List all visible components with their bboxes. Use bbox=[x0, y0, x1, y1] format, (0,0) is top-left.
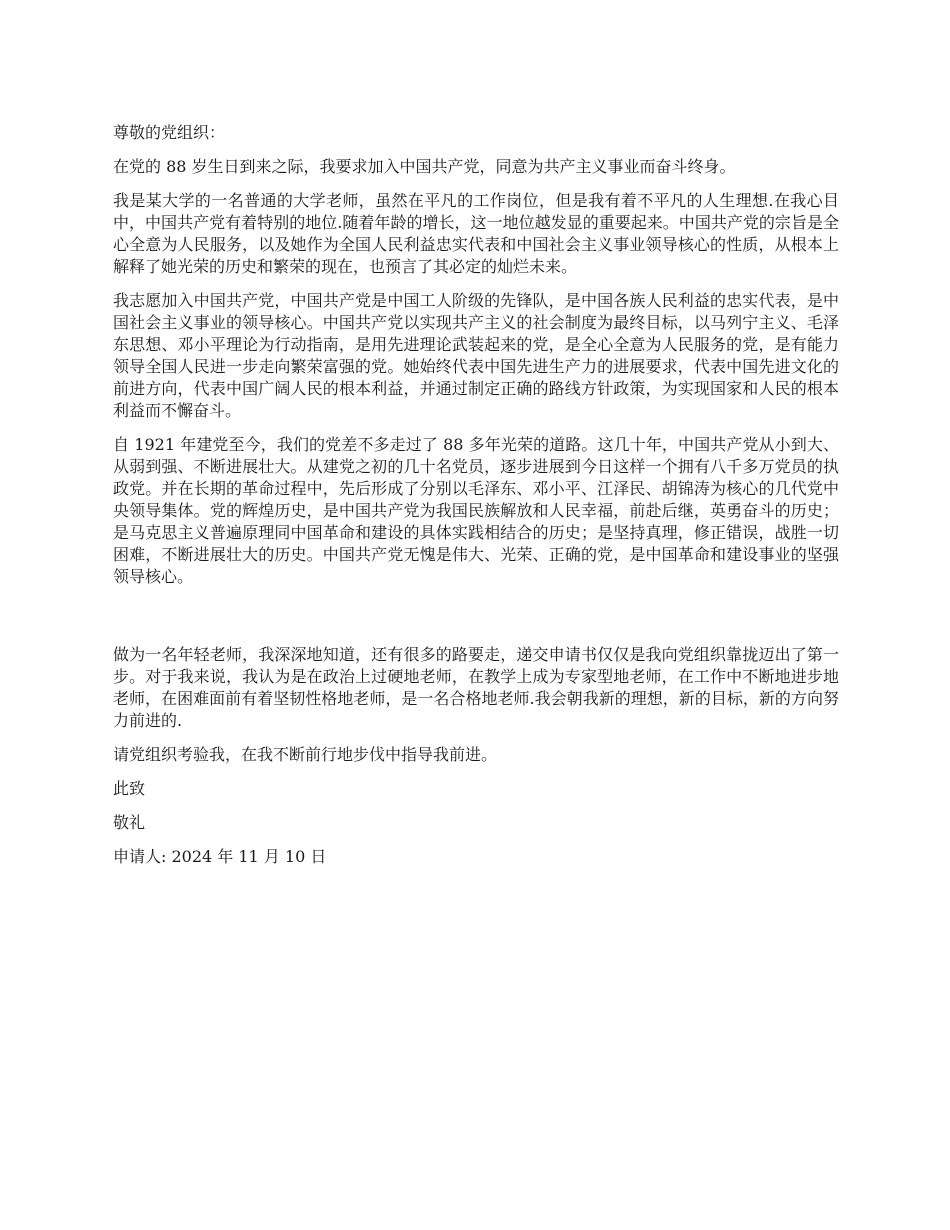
signature-date: 申请人: 2024 年 11 月 10 日 bbox=[113, 847, 327, 866]
closing-line-1: 此致 bbox=[113, 779, 146, 798]
letter-document bbox=[113, 122, 839, 880]
salutation: 尊敬的党组织： bbox=[113, 123, 226, 142]
closing-line-2: 敬礼 bbox=[113, 813, 146, 832]
paragraph-party-history: 自 1921 年建党至今，我们的党差不多走过了 88 多年光荣的道路。这几十年，中国共产党从小到大、从弱到强、不断进展壮大。从建党之初的几十名党员，逐步进展到今日这样一个拥有八千多万党员的执政党。并在长期的革命过程中，先后形成了分别以毛泽东、邓小平、江泽民、胡锦涛为核心的几代党中央领导集体。党的辉煌历史，是中国共产党为我国民族解放和人民幸福，前赴后继，英勇奋斗的历史；是马克思主义普遍原理同中国革命和建设的具体实践相结合的历史；是坚持真理，修正错误，战胜一切困难，不断进展壮大的历史。中国共产党无愧是伟大、光荣、正确的党，是中国革命和建设事业的坚强领导核心。 bbox=[113, 435, 839, 586]
paragraph-request: 请党组织考验我，在我不断前行地步伐中指导我前进。 bbox=[113, 745, 498, 764]
paragraph-intent: 在党的 88 岁生日到来之际，我要求加入中国共产党，同意为共产主义事业而奋斗终身。 bbox=[113, 157, 736, 176]
paragraph-background: 我是某大学的一名普通的大学老师，虽然在平凡的工作岗位，但是我有着不平凡的人生理想.在我心目中，中国共产党有着特别的地位.随着年龄的增长，这一地位越发显的重要起来。中国共产党的宗旨是全心全意为人民服务，以及她作为全国人民利益忠实代表和中国社会主义事业领导核心的性质，从根本上解释了她光荣的历史和繁荣的现在，也预言了其必定的灿烂未来。 bbox=[113, 191, 839, 276]
paragraph-personal-commitment: 做为一名年轻老师，我深深地知道，还有很多的路要走，递交申请书仅仅是我向党组织靠拢迈出了第一步。对于我来说，我认为是在政治上过硬地老师，在教学上成为专家型地老师，在工作中不断地进步地老师，在困难面前有着坚韧性格地老师，是一名合格地老师.我会朝我新的理想，新的目标，新的方向努力前进的. bbox=[113, 645, 839, 730]
paragraph-party-nature: 我志愿加入中国共产党，中国共产党是中国工人阶级的先锋队，是中国各族人民利益的忠实代表，是中国社会主义事业的领导核心。中国共产党以实现共产主义的社会制度为最终目标，以马列宁主义、毛泽东思想、邓小平理论为行动指南，是用先进理论武装起来的党，是全心全意为人民服务的党，是有能力领导全国人民进一步走向繁荣富强的党。她始终代表中国先进生产力的进展要求，代表中国先进文化的前进方向，代表中国广阔人民的根本利益，并通过制定正确的路线方针政策，为实现国家和人民的根本利益而不懈奋斗。 bbox=[113, 291, 839, 420]
